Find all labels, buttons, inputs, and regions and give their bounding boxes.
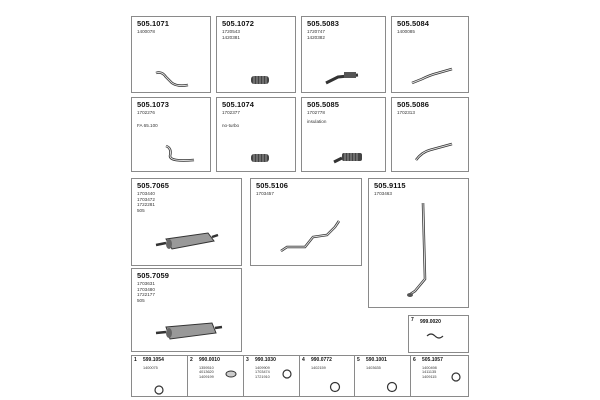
part-code: 505.1074 — [222, 100, 255, 109]
accessory-number: 2 — [190, 357, 193, 363]
part-code: 505.7065 — [137, 181, 170, 190]
part-ref: 1720543 — [222, 29, 240, 34]
accessory-ref: 1403635 — [366, 366, 381, 370]
curved-pipe-icon — [160, 142, 200, 166]
accessory-ref: 1409909 — [255, 366, 270, 370]
accessory-ref: 1409199 — [199, 374, 214, 379]
part-card-505-1072[interactable] — [216, 16, 296, 93]
part-card-505-7059[interactable] — [131, 268, 242, 352]
part-code: 505.5084 — [397, 19, 430, 28]
part-ref: 1703631 — [137, 281, 155, 286]
part-card-505-5086[interactable] — [391, 97, 469, 172]
part-code: 505.5083 — [307, 19, 340, 28]
accessory-code: 599.1054 — [143, 357, 164, 363]
part-ref: 1420381 — [222, 34, 240, 40]
accessory-card-4[interactable] — [300, 356, 354, 396]
accessories-strip — [131, 355, 469, 397]
vertical-tail-pipe-icon — [399, 199, 439, 304]
part-card-505-5106[interactable] — [250, 178, 362, 266]
part-code: 505.5106 — [256, 181, 289, 190]
accessory-code: 990.1030 — [255, 357, 276, 363]
part-ref: 505 — [137, 207, 145, 213]
insulated-pipe-icon — [330, 148, 370, 168]
accessory-ref: 1703474 — [255, 370, 270, 375]
part-card-505-1074[interactable] — [216, 97, 296, 172]
part-code: 505.1071 — [137, 19, 170, 28]
part-card-505-1071[interactable] — [131, 16, 211, 93]
part-card-505-1073[interactable] — [131, 97, 211, 172]
part-ref: 1722177 — [137, 292, 155, 298]
flex-pipe-icon — [249, 150, 273, 166]
part-card-505-5085[interactable] — [301, 97, 386, 172]
part-code: 505.1072 — [222, 19, 255, 28]
part-ref: 1400085 — [397, 29, 415, 34]
accessory-card-5[interactable] — [355, 356, 410, 396]
part-code: 505.5086 — [397, 100, 430, 109]
accessory-ref: 1402159 — [311, 366, 326, 370]
accessory-card-3[interactable] — [244, 356, 299, 396]
part-ref: 1703463 — [374, 191, 392, 196]
flex-pipe-icon — [249, 72, 273, 88]
accessory-number: 7 — [411, 317, 414, 323]
accessory-number: 6 — [413, 357, 416, 363]
part-card-505-9115[interactable] — [368, 178, 469, 308]
clamp-kit-icon — [425, 330, 445, 340]
part-ref: 1702778 — [307, 110, 325, 115]
accessory-code: 999.0020 — [420, 319, 441, 325]
accessory-card-2[interactable] — [188, 356, 243, 396]
tail-pipe-icon — [412, 138, 456, 164]
gasket-icon — [224, 368, 238, 380]
accessory-ref: 1409115 — [422, 374, 437, 379]
part-ref: 1400078 — [137, 29, 155, 34]
part-code: 505.9115 — [374, 181, 406, 190]
accessory-card-7[interactable] — [408, 315, 469, 353]
part-note: no-turbo — [222, 123, 240, 128]
accessory-code: 990.0772 — [311, 357, 332, 363]
part-ref: 1702276 — [137, 110, 155, 115]
long-pipe-icon — [277, 217, 343, 257]
accessory-ref: 1400498 — [422, 366, 437, 370]
accessory-ref: 1411135 — [422, 370, 437, 375]
part-ref: 1703472 — [137, 196, 155, 202]
part-card-505-5084[interactable] — [391, 16, 469, 93]
accessory-ref: 1721910 — [255, 374, 270, 379]
part-note: FA 65.100 — [137, 123, 158, 128]
clamp-icon — [152, 384, 166, 396]
accessory-code: 990.0010 — [199, 357, 220, 363]
part-ref: 505 — [137, 297, 145, 303]
accessory-ref: 1400075 — [143, 366, 158, 370]
accessory-code: 590.1001 — [366, 357, 387, 363]
accessory-number: 4 — [302, 357, 305, 363]
accessory-card-6[interactable] — [411, 356, 469, 396]
accessory-ref: 4013620 — [199, 370, 214, 375]
tail-pipe-icon — [408, 65, 456, 87]
clamp-icon — [385, 380, 399, 394]
clamp-icon — [328, 380, 342, 394]
accessory-code: 505.1057 — [422, 357, 443, 363]
part-ref: 1722281 — [137, 202, 155, 208]
muffler-icon — [154, 229, 220, 255]
part-ref: 1702377 — [222, 110, 240, 115]
muffler-icon — [154, 319, 224, 345]
part-ref: 1703457 — [256, 191, 274, 196]
accessory-number: 5 — [357, 357, 360, 363]
part-ref: 1703440 — [137, 191, 155, 196]
part-code: 505.5085 — [307, 100, 340, 109]
part-card-505-7065[interactable] — [131, 178, 242, 266]
accessory-number: 3 — [246, 357, 249, 363]
part-ref: 1702313 — [397, 110, 415, 115]
clamp-icon — [449, 370, 463, 384]
part-code: 505.7059 — [137, 271, 170, 280]
pipe-with-flex-icon — [322, 69, 366, 89]
accessory-number: 1 — [134, 357, 137, 363]
clamp-icon — [280, 368, 294, 380]
part-ref: 1703480 — [137, 286, 155, 292]
accessory-card-1[interactable] — [132, 356, 187, 396]
accessory-ref: 1359510 — [199, 366, 214, 370]
exhaust-pipe-icon — [152, 67, 192, 89]
part-card-505-5083[interactable] — [301, 16, 386, 93]
part-ref: 1420382 — [307, 34, 325, 40]
part-ref: 1720747 — [307, 29, 325, 34]
part-code: 505.1073 — [137, 100, 170, 109]
part-note: insulation — [307, 119, 327, 124]
